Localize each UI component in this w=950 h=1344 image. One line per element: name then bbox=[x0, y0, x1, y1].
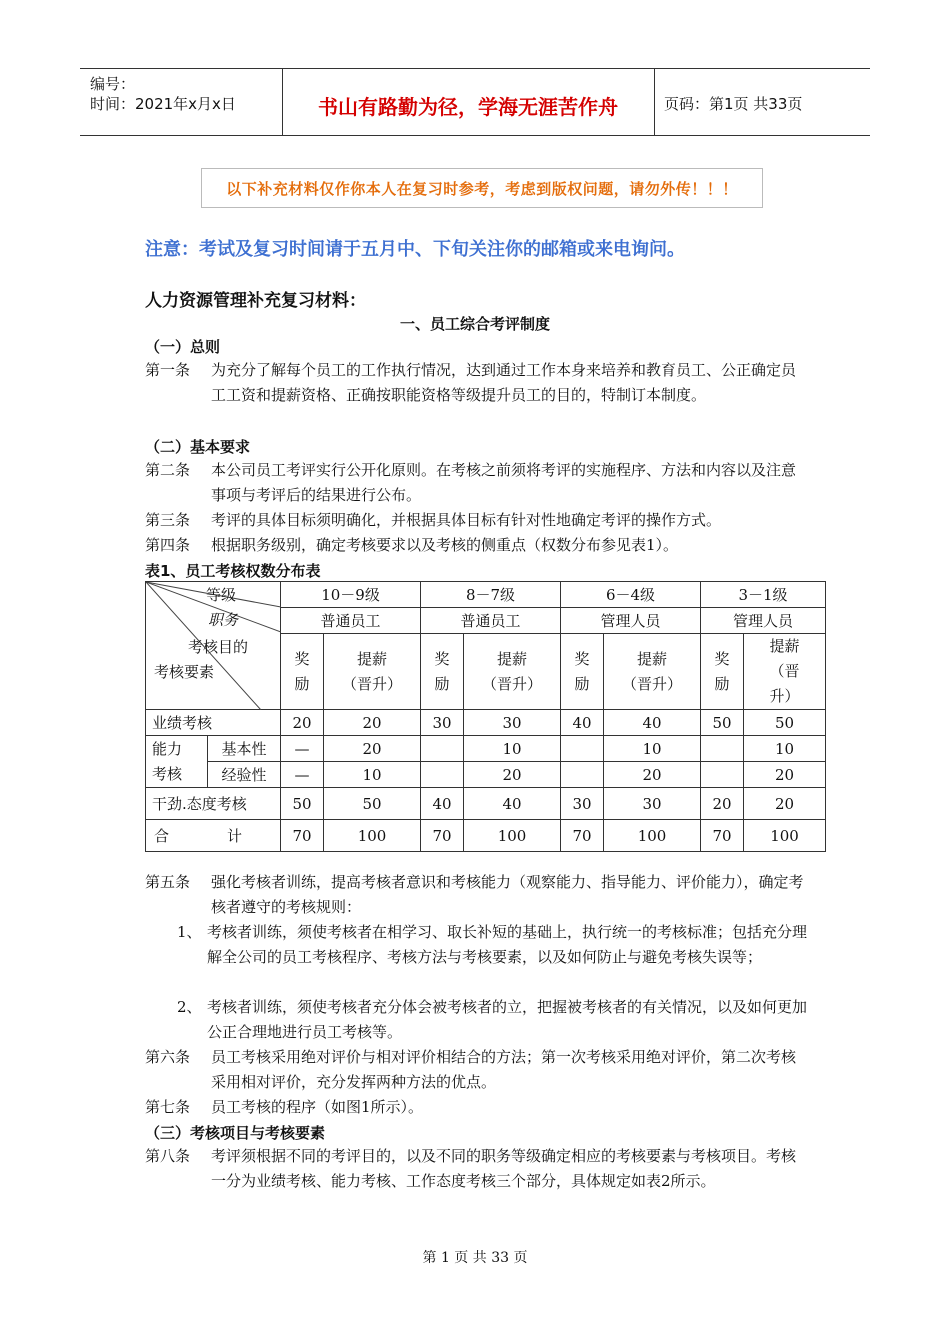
cell: 20 bbox=[604, 762, 701, 788]
article-2 bbox=[145, 458, 807, 508]
reward-header: 奖 励 bbox=[421, 634, 464, 710]
page-header bbox=[80, 68, 870, 136]
article-text: 根据职务级别，确定考核要求以及考核的侧重点（权数分布参见表1）。 bbox=[211, 536, 679, 554]
cell: 20 bbox=[281, 710, 324, 736]
page-footer: 第 1 页 共 33 页 bbox=[422, 1250, 528, 1266]
cell: 70 bbox=[701, 820, 744, 852]
item-text: 考核者训练，须使考核者充分体会被考核者的立，把握被考核者的有关情况，以及如何更加公正合理地进行员工考核等。 bbox=[207, 998, 808, 1041]
table-row-total bbox=[146, 820, 826, 852]
cell bbox=[561, 736, 604, 762]
cell: 70 bbox=[561, 820, 604, 852]
header-page-cell bbox=[654, 69, 870, 135]
article-number: 第一条 bbox=[145, 361, 191, 379]
grade-header: 3－1级 bbox=[701, 582, 826, 608]
cell: 50 bbox=[281, 788, 324, 820]
article-number: 第二条 bbox=[145, 461, 191, 479]
row-label: 干劲.态度考核 bbox=[146, 788, 281, 820]
article-5-item-1 bbox=[145, 920, 807, 970]
reward-header: 奖 励 bbox=[701, 634, 744, 710]
corner-element-label: 考核要素 bbox=[154, 663, 215, 681]
motto: 书山有路勤为径，学海无涯苦作舟 bbox=[318, 95, 618, 119]
article-number: 第五条 bbox=[145, 873, 191, 891]
cell: 70 bbox=[281, 820, 324, 852]
cell: 20 bbox=[324, 736, 421, 762]
cell: 20 bbox=[744, 788, 826, 820]
cell: 30 bbox=[604, 788, 701, 820]
cell: 30 bbox=[561, 788, 604, 820]
item-number: 1、 bbox=[177, 923, 202, 941]
cell: 10 bbox=[604, 736, 701, 762]
time-label: 时间：2021年x月x日 bbox=[90, 95, 236, 113]
article-8 bbox=[145, 1144, 807, 1194]
cell bbox=[701, 762, 744, 788]
header-motto-cell bbox=[282, 69, 655, 135]
article-text: 员工考核的程序（如图1所示）。 bbox=[211, 1098, 424, 1116]
position-header: 管理人员 bbox=[561, 608, 701, 634]
cell bbox=[421, 736, 464, 762]
table-row-performance bbox=[146, 710, 826, 736]
cell: — bbox=[281, 736, 324, 762]
cell: 10 bbox=[464, 736, 561, 762]
cell: 70 bbox=[421, 820, 464, 852]
cell: 100 bbox=[744, 820, 826, 852]
attention-note: 注意：考试及复习时间请于五月中、下旬关注你的邮箱或来电询问。 bbox=[145, 239, 685, 260]
cell bbox=[561, 762, 604, 788]
ability-group-label: 能力 考核 bbox=[146, 736, 208, 788]
cell: 40 bbox=[561, 710, 604, 736]
table-corner-header bbox=[146, 582, 281, 710]
article-6 bbox=[145, 1045, 807, 1095]
cell: 40 bbox=[604, 710, 701, 736]
corner-grade-label: 等级 bbox=[206, 586, 237, 604]
corner-purpose-label: 考核目的 bbox=[188, 638, 249, 656]
row-label: 经验性 bbox=[208, 762, 281, 788]
cell: 20 bbox=[324, 710, 421, 736]
copyright-notice-box bbox=[201, 168, 763, 208]
article-text: 考评的具体目标须明确化，并根据具体目标有针对性地确定考评的操作方式。 bbox=[211, 511, 722, 529]
article-number: 第八条 bbox=[145, 1147, 191, 1165]
item-number: 2、 bbox=[177, 998, 202, 1016]
article-7 bbox=[145, 1095, 807, 1120]
reward-header: 奖 励 bbox=[561, 634, 604, 710]
table-row-basic bbox=[146, 736, 826, 762]
table-row-attitude bbox=[146, 788, 826, 820]
cell: — bbox=[281, 762, 324, 788]
cell: 50 bbox=[701, 710, 744, 736]
article-number: 第七条 bbox=[145, 1098, 191, 1116]
article-number: 第六条 bbox=[145, 1048, 191, 1066]
cell: 10 bbox=[744, 736, 826, 762]
subsection-items: （三）考核项目与考核要素 bbox=[145, 1124, 326, 1142]
article-number: 第四条 bbox=[145, 536, 191, 554]
grade-header: 10－9级 bbox=[281, 582, 421, 608]
article-4 bbox=[145, 533, 807, 558]
cell: 30 bbox=[464, 710, 561, 736]
cell: 100 bbox=[464, 820, 561, 852]
raise-header: 提薪 （晋升） bbox=[604, 634, 701, 710]
row-label: 业绩考核 bbox=[146, 710, 281, 736]
section-title: 一、员工综合考评制度 bbox=[399, 315, 550, 333]
position-header: 普通员工 bbox=[421, 608, 561, 634]
serial-label: 编号： bbox=[90, 75, 136, 93]
article-text: 强化考核者训练，提高考核者意识和考核能力（观察能力、指导能力、评价能力），确定考核者遵守的考核规则： bbox=[211, 873, 804, 916]
raise-header: 提薪 （晋升） bbox=[324, 634, 421, 710]
cell: 30 bbox=[421, 710, 464, 736]
cell: 100 bbox=[604, 820, 701, 852]
position-header: 普通员工 bbox=[281, 608, 421, 634]
copyright-notice: 以下补充材料仅作你本人在复习时参考，考虑到版权问题，请勿外传！！！ bbox=[226, 180, 738, 198]
grade-header: 6－4级 bbox=[561, 582, 701, 608]
reward-header: 奖 励 bbox=[281, 634, 324, 710]
subsection-general: （一）总则 bbox=[145, 338, 221, 356]
article-5-item-2 bbox=[145, 995, 807, 1045]
header-meta-cell bbox=[80, 69, 283, 135]
item-text: 考核者训练，须使考核者在相学习、取长补短的基础上，执行统一的考核标准；包括充分理解全公司的员工考核程序、考核方法与考核要素，以及如何防止与避免考核失误等； bbox=[207, 923, 808, 966]
weight-distribution-table bbox=[145, 581, 826, 852]
article-text: 考评须根据不同的考评目的，以及不同的职务等级确定相应的考核要素与考核项目。考核一分为业绩考核、能力考核、工作态度考核三个部分，具体规定如表2所示。 bbox=[211, 1147, 797, 1190]
position-header: 管理人员 bbox=[701, 608, 826, 634]
grade-header: 8－7级 bbox=[421, 582, 561, 608]
document-title: 人力资源管理补充复习材料： bbox=[145, 291, 366, 311]
article-3 bbox=[145, 508, 807, 533]
article-text: 为充分了解每个员工的工作执行情况，达到通过工作本身来培养和教育员工、公正确定员工工资和提薪资格、正确按职能资格等级提升员工的目的，特制订本制度。 bbox=[211, 361, 797, 404]
table-caption: 表1、员工考核权数分布表 bbox=[145, 562, 321, 580]
article-text: 员工考核采用绝对评价与相对评价相结合的方法；第一次考核采用绝对评价，第二次考核采用相对评价，充分发挥两种方法的优点。 bbox=[211, 1048, 797, 1091]
article-text: 本公司员工考评实行公开化原则。在考核之前须将考评的实施程序、方法和内容以及注意事项与考评后的结果进行公布。 bbox=[211, 461, 797, 504]
row-label: 基本性 bbox=[208, 736, 281, 762]
corner-position-label: 职务 bbox=[208, 611, 239, 629]
cell: 40 bbox=[421, 788, 464, 820]
raise-header: 提薪 （晋 升） bbox=[744, 634, 826, 710]
cell: 20 bbox=[464, 762, 561, 788]
cell: 20 bbox=[701, 788, 744, 820]
page-label: 页码：第1页 共33页 bbox=[664, 95, 803, 113]
cell bbox=[421, 762, 464, 788]
row-label-total: 合 计 bbox=[146, 820, 281, 852]
cell: 20 bbox=[744, 762, 826, 788]
cell: 100 bbox=[324, 820, 421, 852]
cell: 40 bbox=[464, 788, 561, 820]
article-5 bbox=[145, 870, 807, 920]
cell: 50 bbox=[744, 710, 826, 736]
cell bbox=[701, 736, 744, 762]
cell: 10 bbox=[324, 762, 421, 788]
article-1 bbox=[145, 358, 807, 408]
raise-header: 提薪 （晋升） bbox=[464, 634, 561, 710]
table-row-experience bbox=[146, 762, 826, 788]
cell: 50 bbox=[324, 788, 421, 820]
article-number: 第三条 bbox=[145, 511, 191, 529]
subsection-requirements: （二）基本要求 bbox=[145, 438, 251, 456]
